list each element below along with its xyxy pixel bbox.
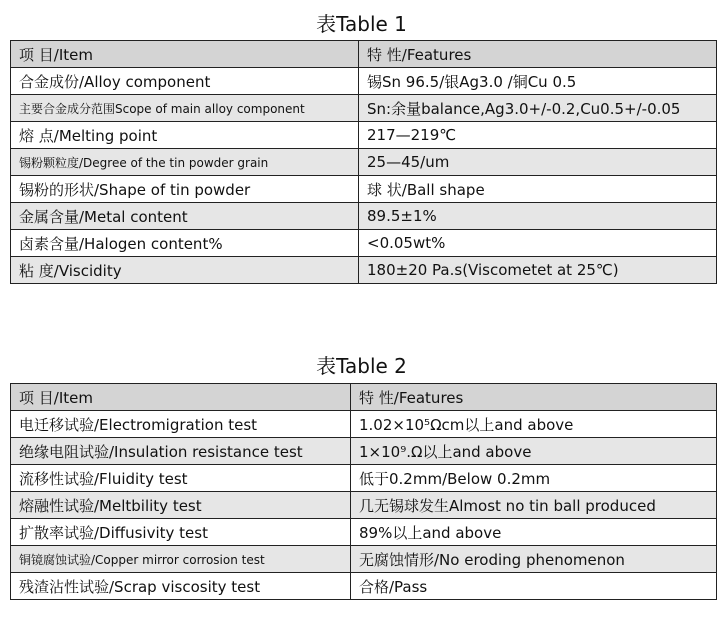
table1-item-cell: 锡粉的形状/Shape of tin powder xyxy=(11,176,359,203)
table2-header-item: 项 目/Item xyxy=(11,384,351,411)
table1-value-cell: 180±20 Pa.s(Viscometet at 25℃) xyxy=(359,257,717,284)
table2-value-cell: 低于0.2mm/Below 0.2mm xyxy=(351,465,717,492)
table1-value-cell: 89.5±1% xyxy=(359,203,717,230)
table1 xyxy=(10,40,717,284)
table2-item-cell: 熔融性试验/Meltbility test xyxy=(11,492,351,519)
table1-value-cell: 球 状/Ball shape xyxy=(359,176,717,203)
table2-row xyxy=(11,546,717,573)
table1-row xyxy=(11,230,717,257)
table2-item-cell: 残渣沾性试验/Scrap viscosity test xyxy=(11,573,351,600)
table2-value-cell: 1×10⁹.Ω以上and above xyxy=(351,438,717,465)
table1-value-cell: 217—219℃ xyxy=(359,122,717,149)
table1-header-item: 项 目/Item xyxy=(11,41,359,68)
table1-value-cell: Sn:余量balance,Ag3.0+/-0.2,Cu0.5+/-0.05 xyxy=(359,95,717,122)
table1-row xyxy=(11,203,717,230)
table1-row xyxy=(11,68,717,95)
table1-row xyxy=(11,122,717,149)
table1-item-cell: 金属含量/Metal content xyxy=(11,203,359,230)
table1-value-cell: <0.05wt% xyxy=(359,230,717,257)
table2-item-cell: 流移性试验/Fluidity test xyxy=(11,465,351,492)
table2-header-features: 特 性/Features xyxy=(351,384,717,411)
table1-item-cell: 粘 度/Viscidity xyxy=(11,257,359,284)
table1-caption: 表Table 1 xyxy=(316,12,407,36)
table2-value-cell: 89%以上and above xyxy=(351,519,717,546)
table2-row xyxy=(11,519,717,546)
table1-item-cell: 合金成份/Alloy component xyxy=(11,68,359,95)
table1-row xyxy=(11,149,717,176)
table2-value-cell: 几无锡球发生Almost no tin ball produced xyxy=(351,492,717,519)
table1-value-cell: 25—45/um xyxy=(359,149,717,176)
table2-item-cell: 扩散率试验/Diffusivity test xyxy=(11,519,351,546)
table2-value-cell: 1.02×10⁵Ωcm以上and above xyxy=(351,411,717,438)
table2-item-cell xyxy=(11,546,351,573)
table2-value-cell: 合格/Pass xyxy=(351,573,717,600)
table2-item-cell: 电迁移试验/Electromigration test xyxy=(11,411,351,438)
table2-item-cell: 绝缘电阻试验/Insulation resistance test xyxy=(11,438,351,465)
table2-row xyxy=(11,492,717,519)
table2-header-row xyxy=(11,384,717,411)
table1-row xyxy=(11,176,717,203)
table2-row xyxy=(11,465,717,492)
table1-header-features: 特 性/Features xyxy=(359,41,717,68)
table1-row xyxy=(11,95,717,122)
table1-header-row xyxy=(11,41,717,68)
table2-row xyxy=(11,411,717,438)
table2-item-text: 铜镜腐蚀试验/Copper mirror corrosion test xyxy=(19,553,265,567)
table1-row xyxy=(11,257,717,284)
table1-item-cell xyxy=(11,149,359,176)
table1-item-cell: 卤素含量/Halogen content% xyxy=(11,230,359,257)
table2-row xyxy=(11,438,717,465)
table1-item-text: 主要合金成分范围Scope of main alloy component xyxy=(19,102,305,116)
table1-item-cell: 熔 点/Melting point xyxy=(11,122,359,149)
table1-value-cell: 锡Sn 96.5/银Ag3.0 /铜Cu 0.5 xyxy=(359,68,717,95)
table1-item-cell xyxy=(11,95,359,122)
table2-caption: 表Table 2 xyxy=(316,354,407,378)
table1-item-text: 锡粉颗粒度/Degree of the tin powder grain xyxy=(19,156,269,170)
table2 xyxy=(10,383,717,600)
table2-row xyxy=(11,573,717,600)
table2-value-cell: 无腐蚀情形/No eroding phenomenon xyxy=(351,546,717,573)
